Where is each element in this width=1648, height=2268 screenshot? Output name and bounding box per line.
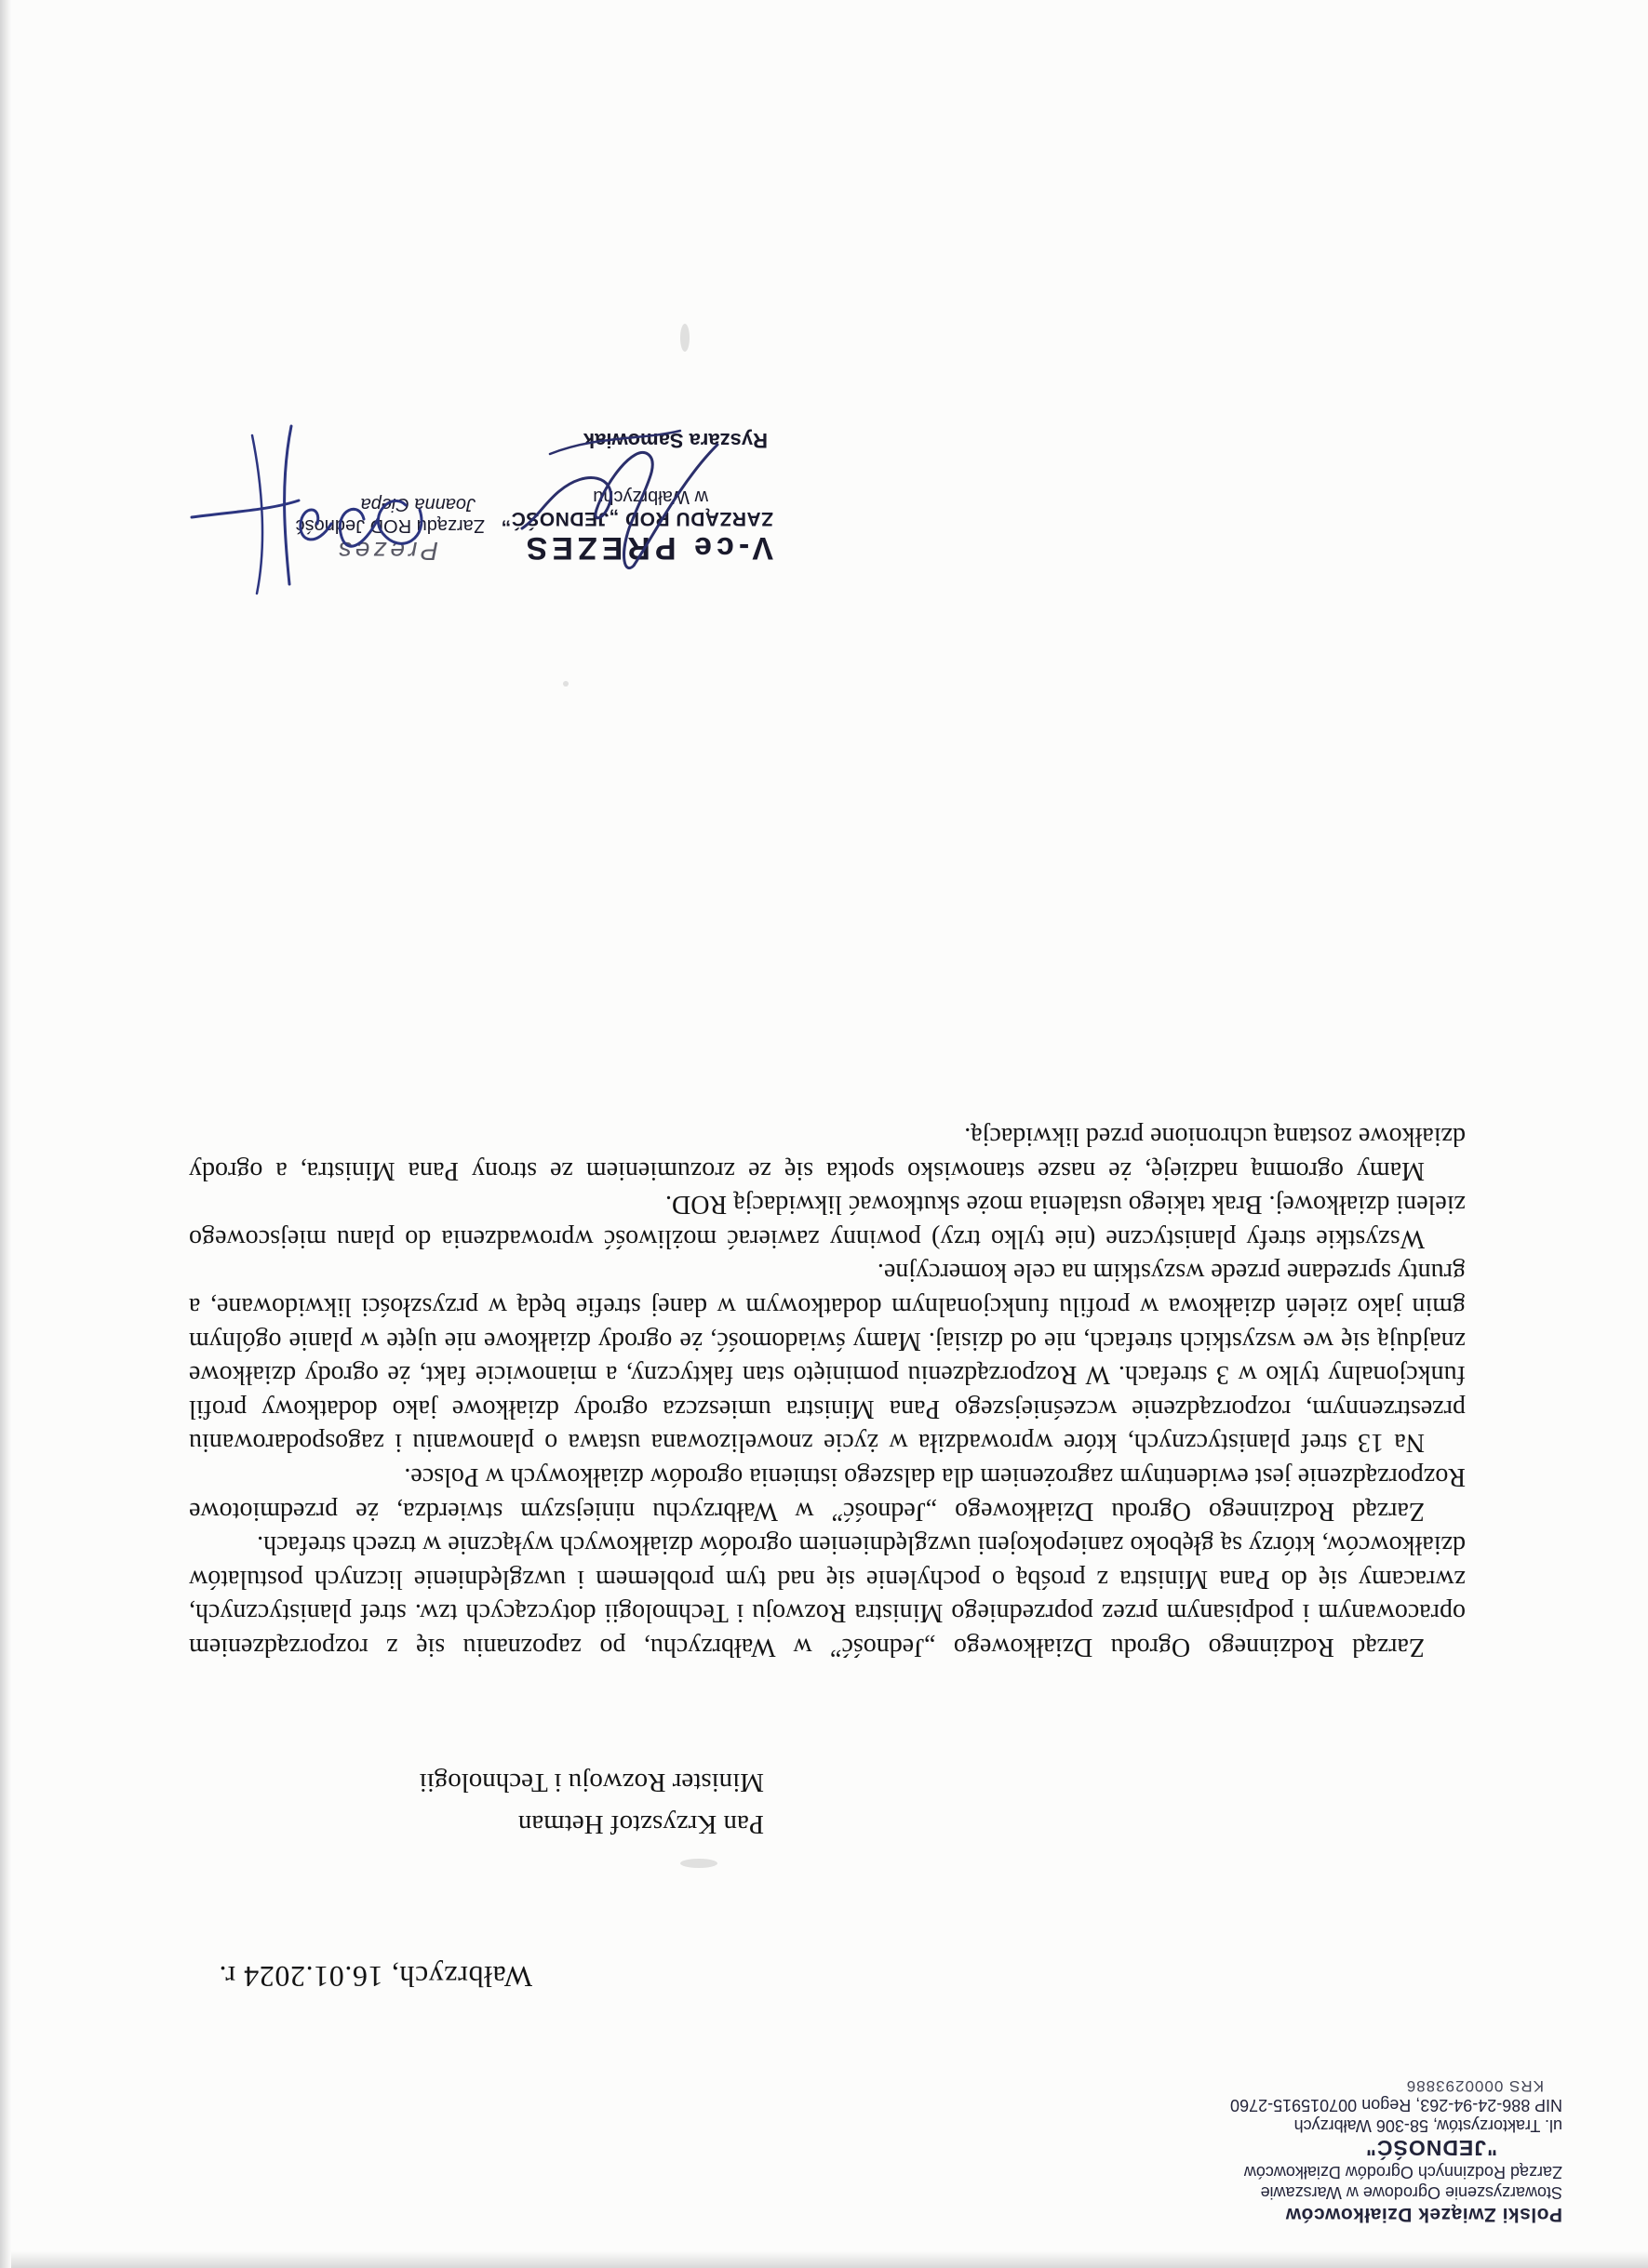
letter-date: Wałbrzych, 16.01.2024 r. <box>218 1960 532 1994</box>
recipient-title: Minister Rozwoju i Technologii <box>419 1768 764 1798</box>
scan-smudge <box>680 1859 717 1868</box>
scan-edge-right <box>0 0 11 2268</box>
stamp-line-address: ul. Traktorzystów, 58-306 Wałbrzych <box>1293 2116 1562 2136</box>
recipient-block <box>420 1761 764 1845</box>
body-paragraph-5: Mamy ogromną nadzieję, że nasze stanowisko spotka się ze zrozumieniem ze strony Pana Ministra, a ogrody działkowe zostaną uchronione przed likwidacją. <box>189 1122 1466 1185</box>
scan-edge-shadow <box>0 2251 1648 2268</box>
vice-president-city: w Wałbrzychu <box>593 486 708 507</box>
stamp-line-board: Zarząd Rodzinnych Ogrodów Działkowców <box>1243 2163 1562 2182</box>
body-paragraph-1: Zarząd Rodzinnego Ogrodu Działkowego „Jedność” w Wałbrzychu, po zapoznaniu się z rozporządzeniem opracowanym i podpisanym przez poprzedniego Ministra Rozwoju i Technologii dotyczących tzw. stref planistycznych, zwracamy się do Pana Ministra z prośbą o pochylenie się nad tym problemem i uwzględnienie licznych postulatów działkowców, którzy są głęboko zaniepokojeni uwzględnieniem ogrodów działkowych wyłącznie w trzech strefach. <box>189 1530 1466 1661</box>
scan-smudge <box>563 681 569 687</box>
scan-smudge <box>680 324 690 352</box>
vice-president-name: Ryszara Samowiak <box>583 428 768 452</box>
president-handwritten-signature <box>178 398 457 621</box>
stamp-line-nip-regon: NIP 886-24-94-263, Regon 007015915-2760 <box>1230 2096 1562 2115</box>
stamp-line-association: Stowarzyszenie Ogrodowe w Warszawie <box>1260 2183 1562 2203</box>
recipient-name: Pan Krzysztof Hetman <box>517 1809 764 1839</box>
stamp-line-organization: Polski Związek Działkowców <box>1285 2204 1562 2225</box>
vice-president-title: V-ce PREZES <box>521 530 773 566</box>
stamp-line-krs: KRS 0000293886 <box>1405 2076 1544 2095</box>
president-board: Zarządu ROD Jedność <box>295 514 485 536</box>
body-paragraph-3: Na 13 stref planistycznych, które wprowadziła w życie znowelizowana ustawa o planowaniu i zagospodarowaniu przestrzennym, rozporządzenie wcześniejszego Pana Ministra umieszcza ogrody działkowe jako dodatkowy profil funkcjonalny tylko w 3 strefach. W Rozporządzeniu pominięto stan faktyczny, a mianowicie fakt, że ogrody działkowe znajdują się we wszystkich strefach, nie od dzisiaj. Mamy świadomość, że ogrody działkowe nie ujęte w planie ogólnym gmin jako zieleń działkowa w profilu funkcjonalnym dodatkowym w danej strefie będą w przyszłości likwidowane, a grunty sprzedane przede wszystkim na cele komercyjne. <box>189 1258 1466 1458</box>
president-name: Joanna Ciepa <box>360 493 476 514</box>
letterhead-stamp <box>1060 2075 1562 2226</box>
stamp-line-garden-name: "JEDNOŚĆ" <box>1364 2136 1497 2161</box>
letter-body <box>189 1119 1466 1664</box>
vice-president-handwritten-signature <box>513 407 736 594</box>
body-paragraph-4: Wszystkie strefy planistyczne (nie tylko trzy) powinny zawierać możliwość wprowadzenia do planu miejscowego zieleni działkowej. Brak takiego ustalenia może skutkować likwidacją ROD. <box>189 1190 1466 1253</box>
body-paragraph-2: Zarząd Rodzinnego Ogrodu Działkowego „Jedność” w Wałbrzychu niniejszym stwierdza, że przedmiotowe Rozporządzenie jest ewidentnym zagrożeniem dla dalszego istnienia ogrodów działkowych w Polsce. <box>189 1462 1466 1526</box>
president-title: Prezes <box>334 537 438 566</box>
vice-president-board: ZARZĄDU ROD „JEDNOŚĆ” <box>501 507 773 529</box>
